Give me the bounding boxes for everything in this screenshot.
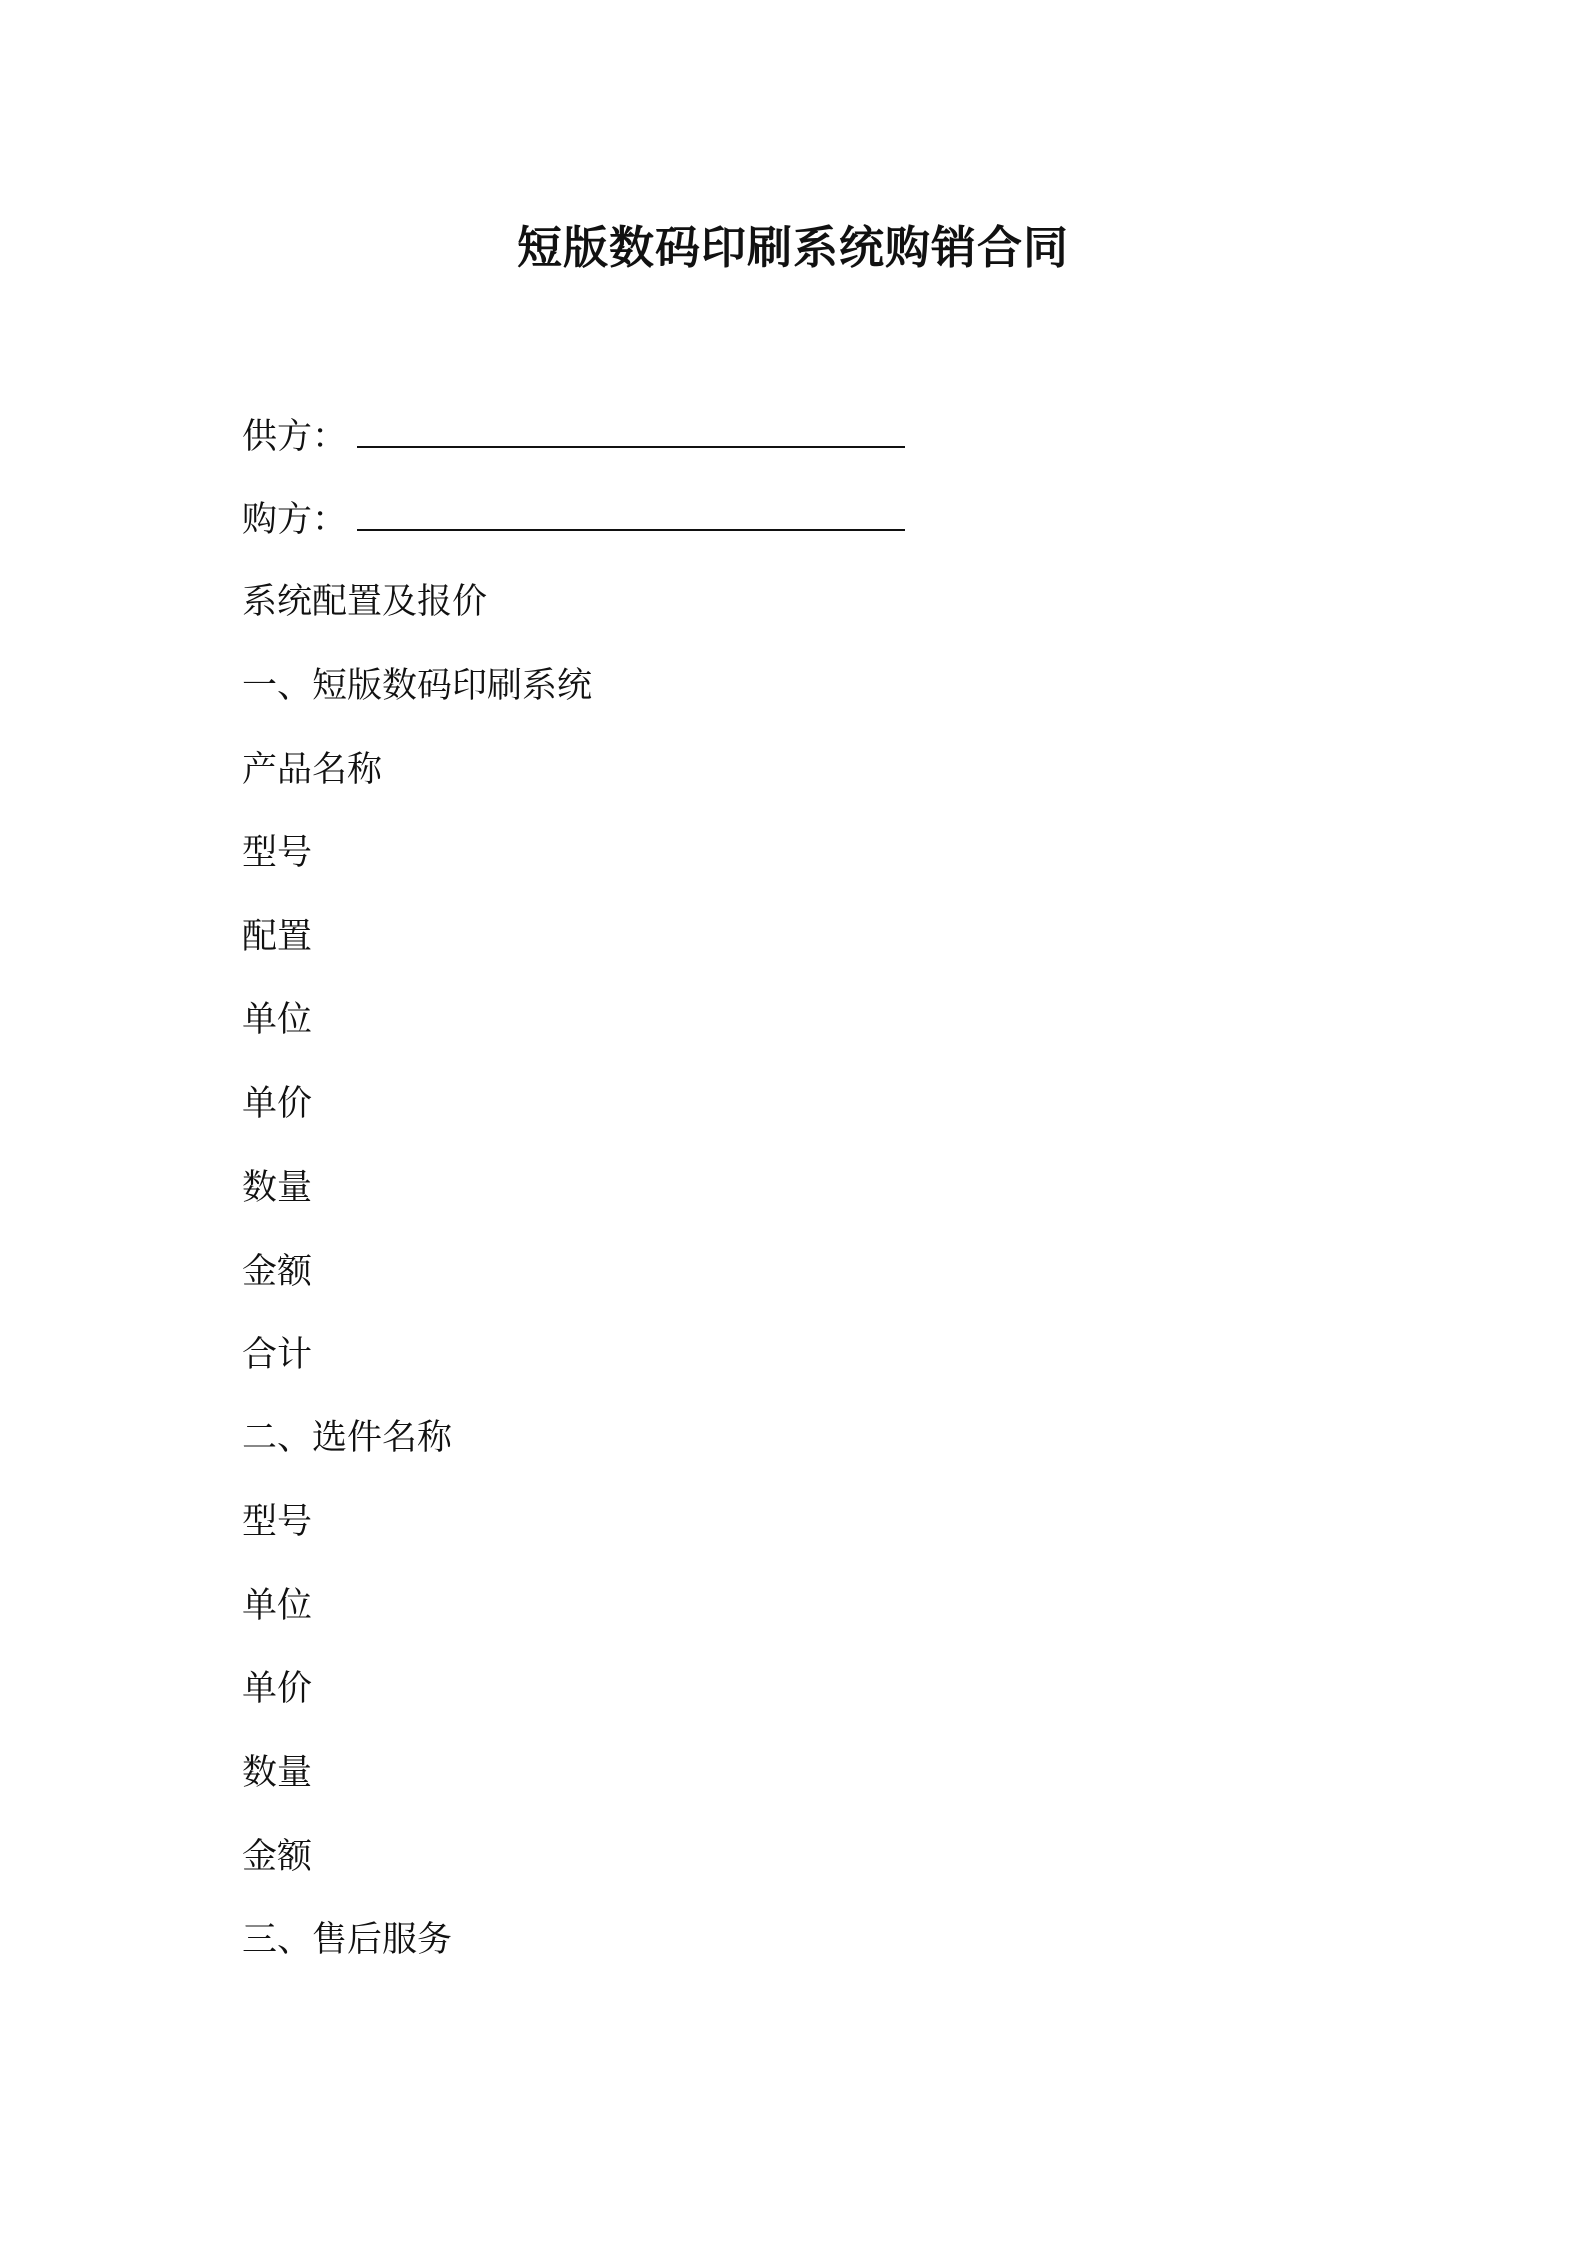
option-field-amount: 金额	[242, 1837, 313, 1877]
field-amount: 金额	[242, 1252, 313, 1292]
field-total: 合计	[242, 1335, 313, 1375]
section-heading-after-sales: 三、售后服务	[242, 1920, 453, 1960]
buyer-blank-field[interactable]	[357, 495, 905, 531]
field-product-name: 产品名称	[242, 750, 383, 790]
buyer-label: 购方：	[242, 500, 348, 540]
supplier-blank-field[interactable]	[357, 412, 905, 448]
section-heading-config: 系统配置及报价	[242, 582, 488, 622]
field-quantity: 数量	[242, 1168, 313, 1208]
supplier-line	[242, 412, 905, 461]
option-field-quantity: 数量	[242, 1753, 313, 1793]
section-heading-options: 二、选件名称	[242, 1418, 453, 1458]
field-configuration: 配置	[242, 917, 313, 957]
section-heading-system: 一、短版数码印刷系统	[242, 666, 593, 706]
field-unit: 单位	[242, 1000, 313, 1040]
option-field-unit-price: 单价	[242, 1669, 313, 1709]
supplier-label: 供方：	[242, 417, 348, 457]
field-model: 型号	[242, 833, 313, 873]
option-field-model: 型号	[242, 1502, 313, 1542]
option-field-unit: 单位	[242, 1586, 313, 1626]
field-unit-price: 单价	[242, 1084, 313, 1124]
buyer-line	[242, 495, 905, 544]
page-title: 短版数码印刷系统购销合同	[516, 221, 1069, 274]
